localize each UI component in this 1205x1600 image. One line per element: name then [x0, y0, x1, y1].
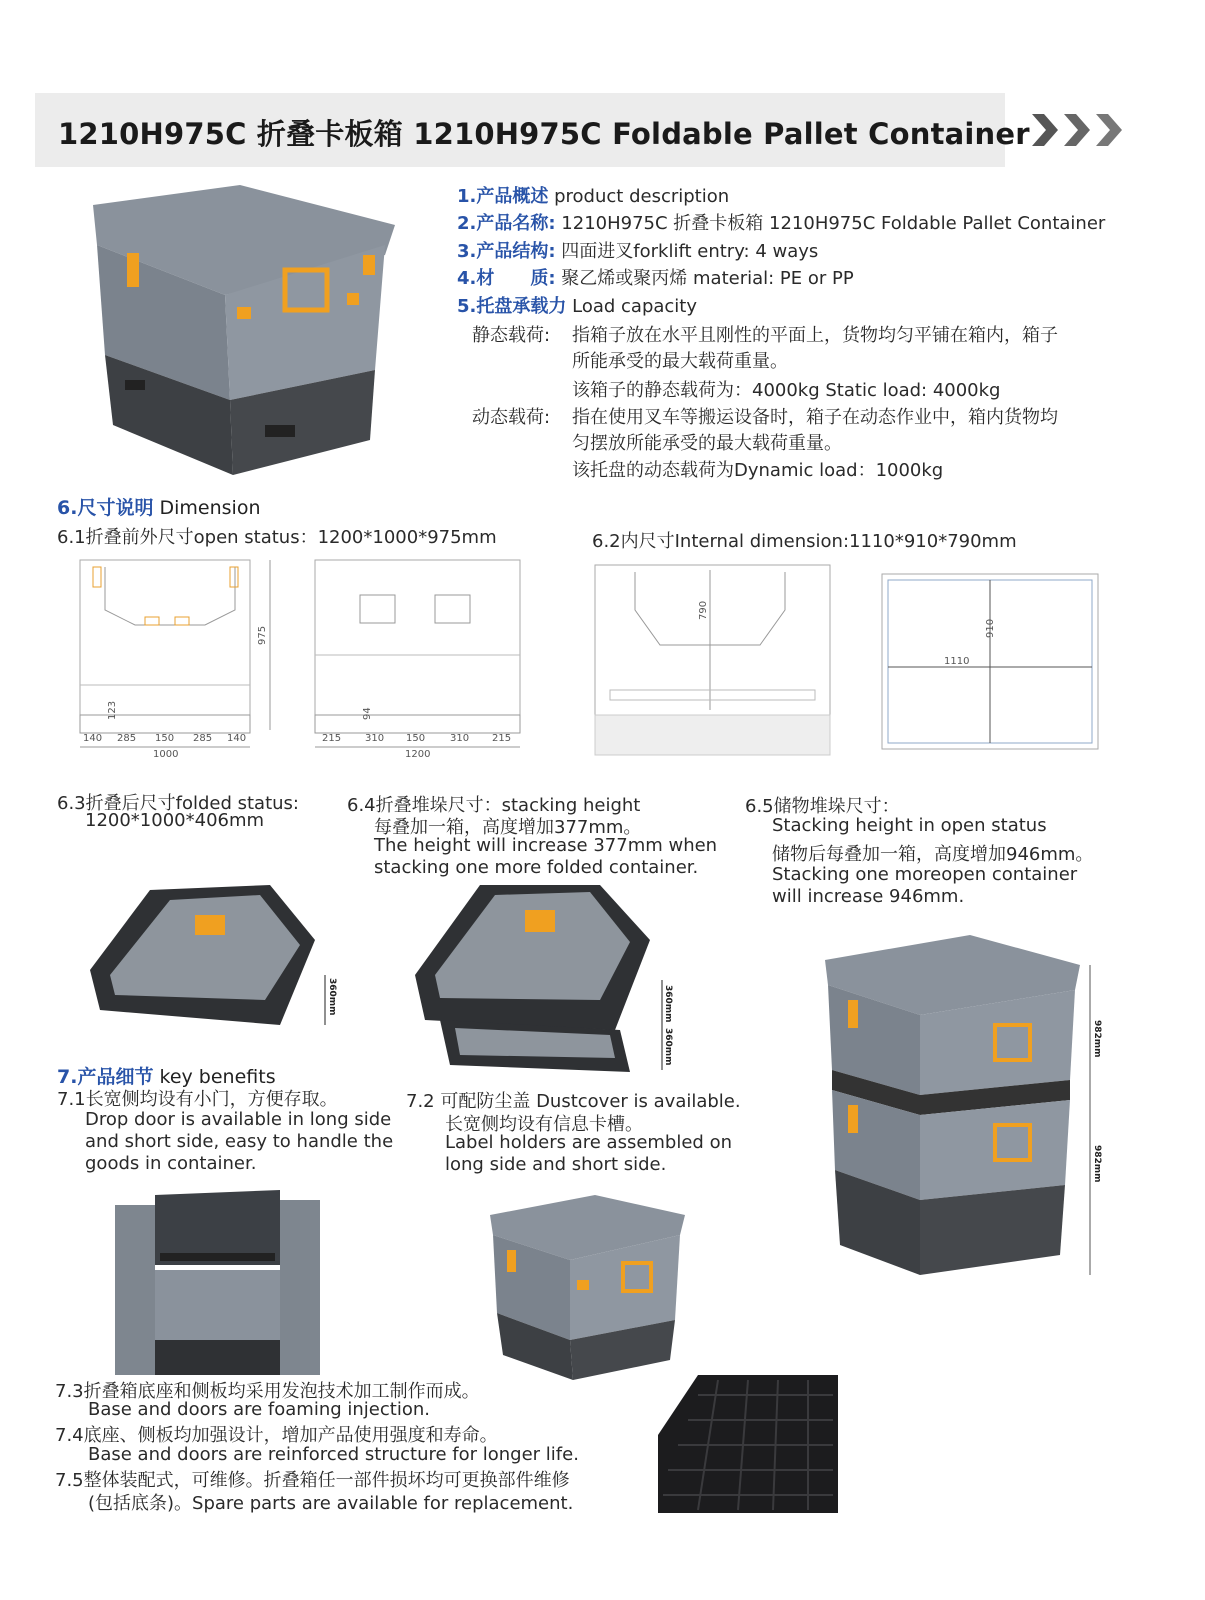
- desc-line-1: 1.产品概述 product description: [457, 186, 730, 207]
- drawing-internal-section: [590, 560, 835, 760]
- storage-line4: Stacking one moreopen container: [772, 864, 1078, 885]
- static-load-line2: 所能承受的最大载荷重量。: [572, 351, 788, 372]
- height-790-label: 790: [698, 600, 709, 620]
- benefit-7-2-en2: long side and short side.: [445, 1154, 667, 1175]
- benefit-7-3-cn: 7.3折叠箱底座和侧板均采用发泡技术加工制作而成。: [55, 1381, 480, 1402]
- benefit-7-1-cn: 7.1长宽侧均设有小门，方便存取。: [57, 1089, 338, 1110]
- benefit-7-2-cn1: 7.2 可配防尘盖 Dustcover is available.: [406, 1091, 741, 1112]
- benefit-7-2-en1: Label holders are assembled on: [445, 1132, 732, 1153]
- benefit-7-1-en3: goods in container.: [85, 1153, 257, 1174]
- stacking-line3: The height will increase 377mm when: [374, 835, 718, 856]
- stacked-folded-photo: [410, 880, 690, 1075]
- total-1200-label: 1200: [405, 749, 431, 760]
- depth-910-label: 910: [985, 618, 996, 638]
- benefits-heading: 7.产品细节 key benefits: [57, 1066, 276, 1088]
- height-982-mark: 982mm: [1092, 1020, 1102, 1058]
- page-title: 1210H975C 折叠卡板箱 1210H975C Foldable Pallet Container: [58, 117, 1030, 151]
- seg-label: 310: [365, 733, 385, 744]
- foot-123-label: 123: [107, 700, 118, 720]
- benefit-7-5-cn: 7.5整体装配式，可维修。折叠箱任一部件损坏均可更换部件维修: [55, 1470, 570, 1491]
- seg-label: 150: [406, 733, 426, 744]
- foot-94-label: 94: [362, 707, 373, 720]
- storage-line5: will increase 946mm.: [772, 886, 965, 907]
- product-photo: [85, 185, 400, 475]
- total-1000-label: 1000: [153, 749, 179, 760]
- dimension-heading: 6.尺寸说明 Dimension: [57, 497, 261, 519]
- seg-label: 215: [322, 733, 342, 744]
- desc-line-2: 2.产品名称: 1210H975C 折叠卡板箱 1210H975C Foldable Pallet Container: [457, 213, 1106, 234]
- dynamic-load-line1: 指在使用叉车等搬运设备时，箱子在动态作业中，箱内货物均: [572, 407, 1058, 428]
- dynamic-load-line2: 匀摆放所能承受的最大载荷重量。: [572, 433, 842, 454]
- chevron-right-icon: [1030, 110, 1060, 150]
- benefit-7-1-en1: Drop door is available in long side: [85, 1109, 392, 1130]
- open-status-text: 6.1折叠前外尺寸open status：1200*1000*975mm: [57, 527, 497, 548]
- desc-line-4: 4.材 质: 聚乙烯或聚丙烯 material: PE or PP: [457, 268, 854, 289]
- chevron-right-icon: [1094, 110, 1124, 150]
- seg-label: 140: [227, 733, 247, 744]
- height-360-mark: 360mm: [663, 1028, 673, 1066]
- drawing-internal-plan: [878, 570, 1103, 755]
- label-holder-photo: [485, 1195, 690, 1380]
- seg-label: 215: [492, 733, 512, 744]
- width-1110-label: 1110: [944, 656, 970, 667]
- desc-line-3: 3.产品结构: 四面进叉forklift entry: 4 ways: [457, 241, 819, 262]
- static-load-label: 静态载荷:: [472, 325, 551, 346]
- static-load-line3: 该箱子的静态载荷为：4000kg Static load: 4000kg: [572, 380, 1001, 401]
- folded-container-photo: [90, 880, 350, 1030]
- benefit-7-5-en: (包括底条)。Spare parts are available for replacement.: [88, 1493, 574, 1514]
- static-load-line1: 指箱子放在水平且刚性的平面上，货物均匀平铺在箱内，箱子: [572, 325, 1058, 346]
- seg-label: 285: [117, 733, 137, 744]
- drawing-side-view: [310, 555, 525, 765]
- stacking-line1: 6.4折叠堆垛尺寸：stacking height: [347, 795, 641, 816]
- drawing-front-view: [75, 555, 285, 765]
- benefit-7-4-cn: 7.4底座、侧板均加强设计，增加产品使用强度和寿命。: [55, 1425, 498, 1446]
- storage-line1: 6.5储物堆垛尺寸：: [745, 796, 900, 817]
- height-360-mark: 360mm: [327, 978, 337, 1016]
- height-360-mark: 360mm: [663, 985, 673, 1023]
- benefit-7-2-cn2: 长宽侧均设有信息卡槽。: [445, 1114, 643, 1135]
- folded-line1: 6.3折叠后尺寸folded status:: [57, 793, 299, 814]
- seg-label: 140: [83, 733, 103, 744]
- stacking-line2: 每叠加一箱，高度增加377mm。: [374, 817, 642, 838]
- stacked-open-photo: [820, 930, 1110, 1290]
- desc-line-5: 5.托盘承载力 Load capacity: [457, 296, 698, 317]
- seg-label: 285: [193, 733, 213, 744]
- folded-line2: 1200*1000*406mm: [85, 810, 265, 831]
- pallet-base-photo: [658, 1375, 838, 1513]
- internal-dimension-text: 6.2内尺寸Internal dimension:1110*910*790mm: [592, 531, 1017, 552]
- benefit-7-4-en: Base and doors are reinforced structure for longer life.: [88, 1444, 579, 1465]
- benefit-7-1-en2: and short side, easy to handle the: [85, 1131, 394, 1152]
- height-975-label: 975: [257, 625, 268, 645]
- storage-line3: 储物后每叠加一箱，高度增加946mm。: [772, 844, 1094, 865]
- drop-door-photo: [115, 1185, 320, 1375]
- dynamic-load-label: 动态载荷:: [472, 407, 551, 428]
- stacking-line4: stacking one more folded container.: [374, 857, 699, 878]
- seg-label: 150: [155, 733, 175, 744]
- benefit-7-3-en: Base and doors are foaming injection.: [88, 1399, 430, 1420]
- chevron-right-icon: [1062, 110, 1092, 150]
- seg-label: 310: [450, 733, 470, 744]
- dynamic-load-line3: 该托盘的动态载荷为Dynamic load：1000kg: [572, 460, 944, 481]
- storage-line2: Stacking height in open status: [772, 815, 1047, 836]
- height-982-mark: 982mm: [1092, 1145, 1102, 1183]
